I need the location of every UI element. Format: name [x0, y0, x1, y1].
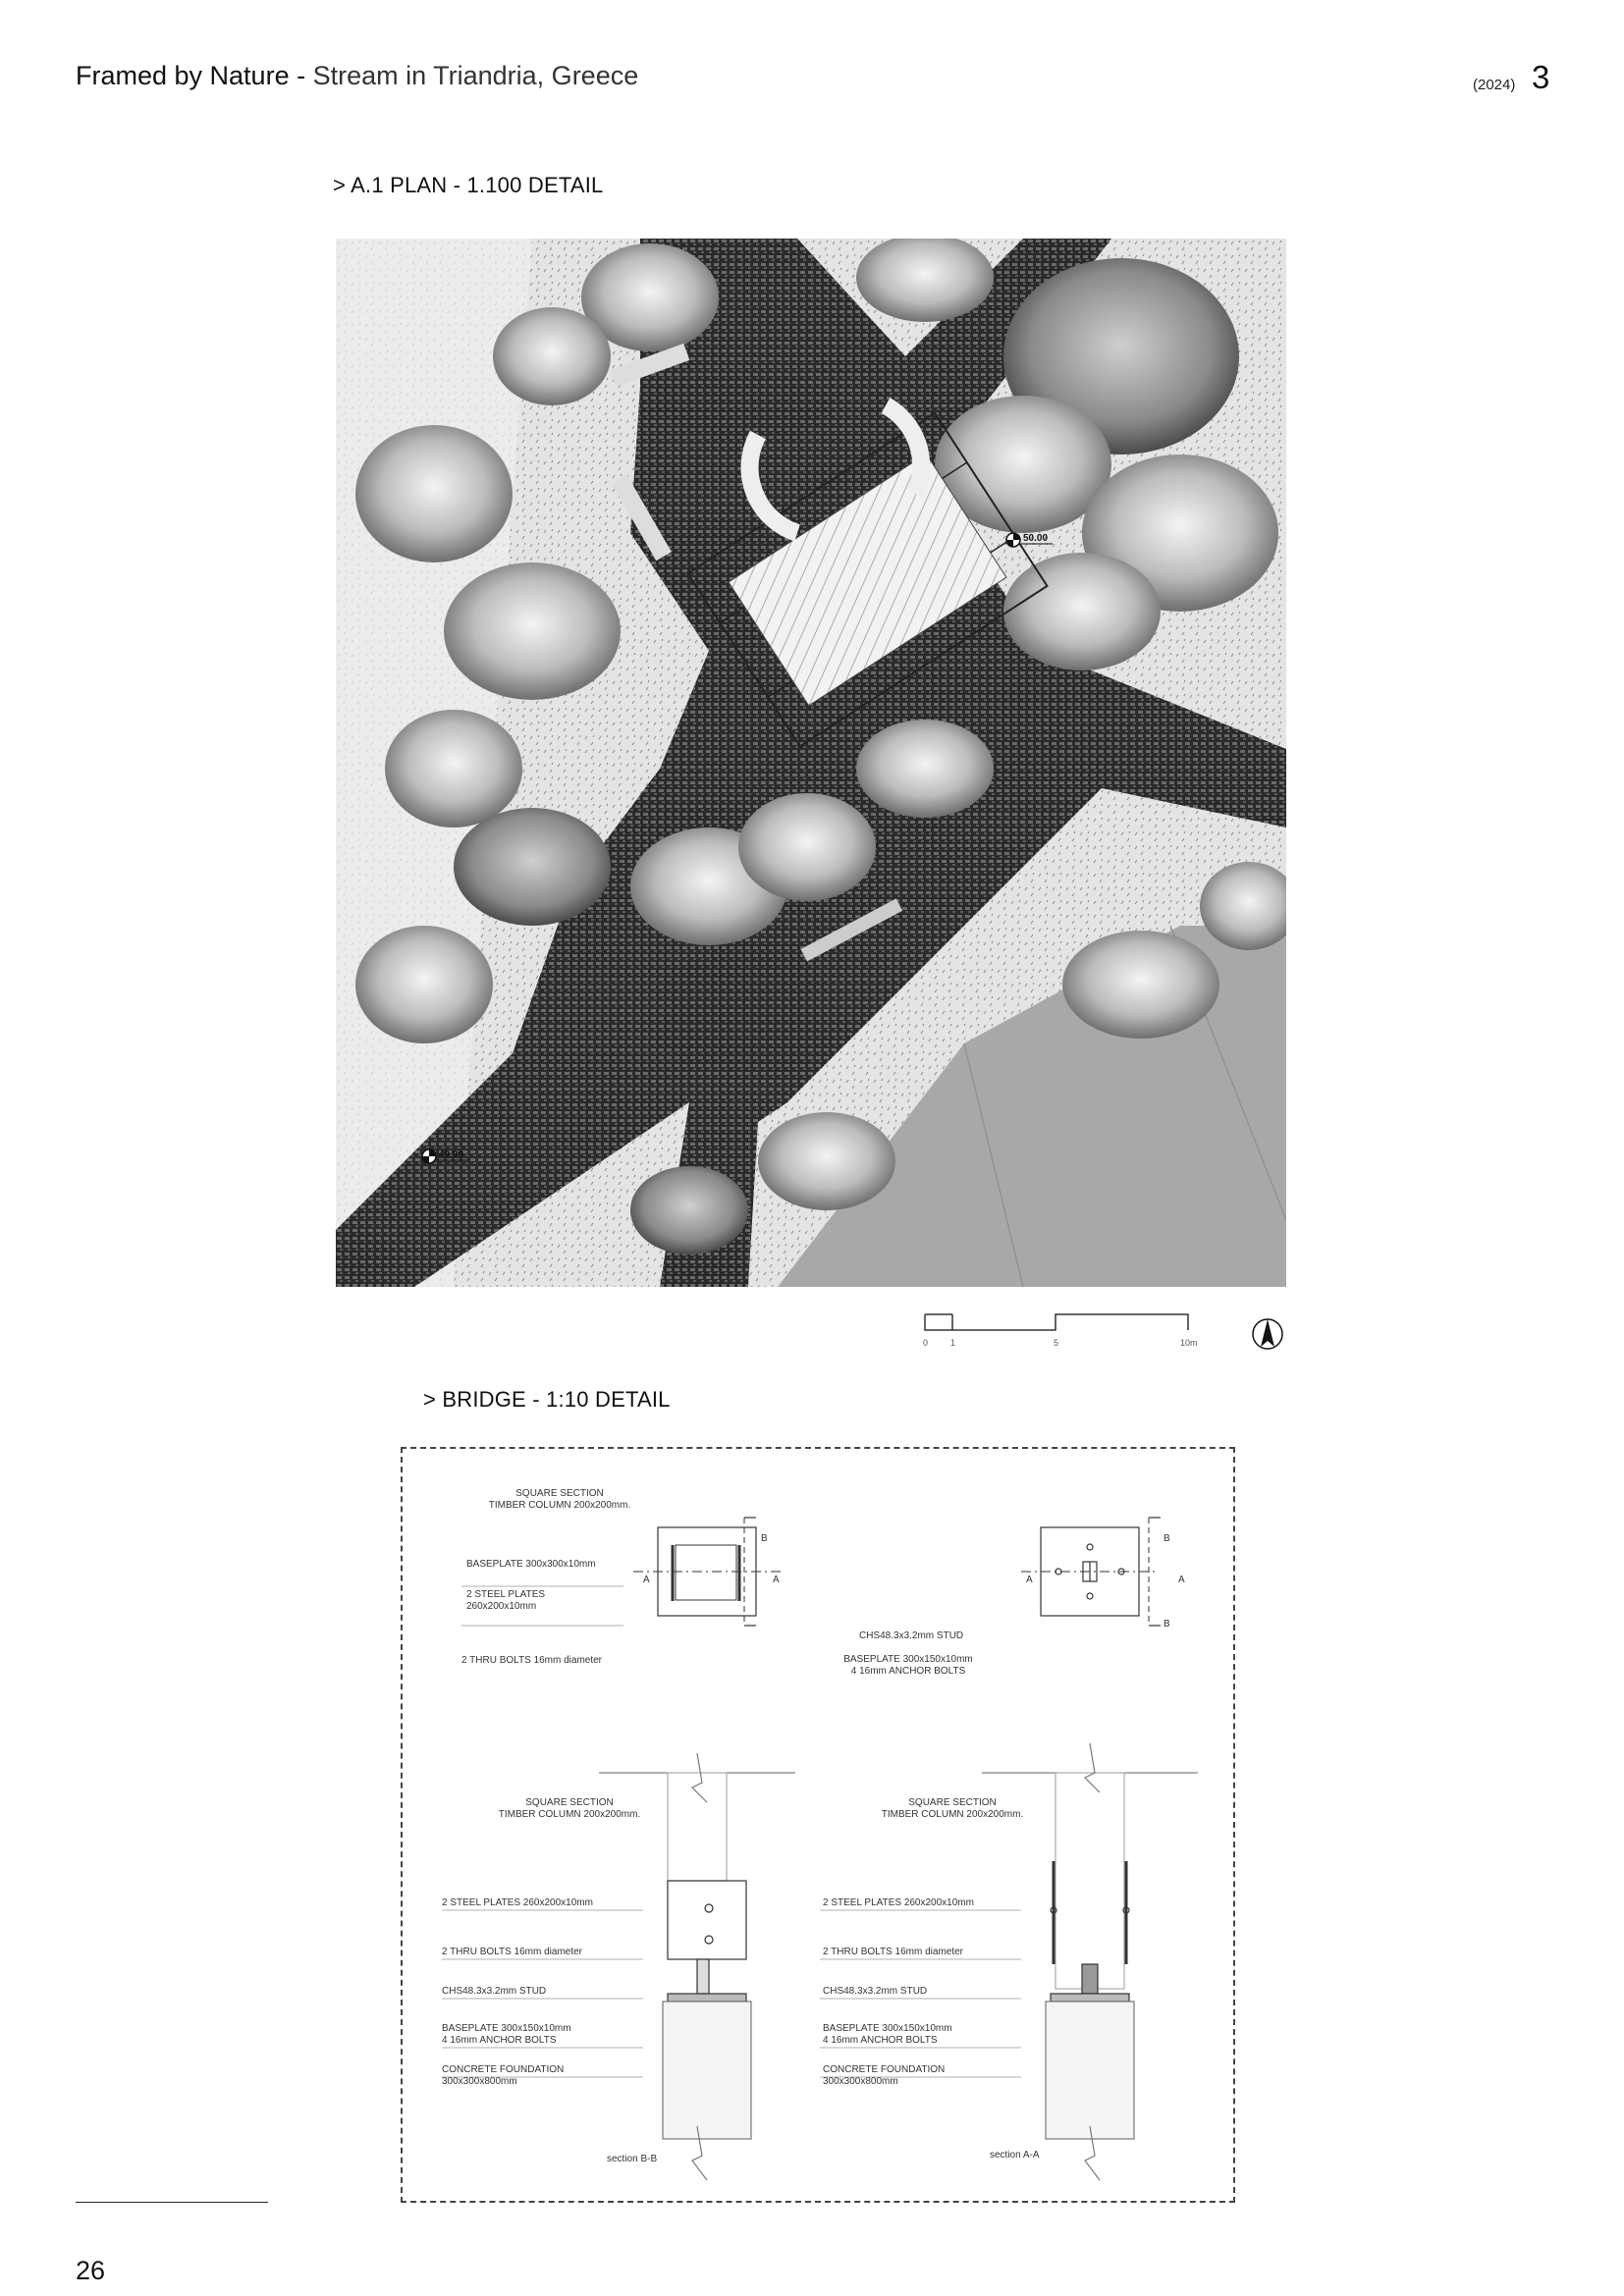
caption-section-aa: section A-A [990, 2150, 1040, 2161]
marker-b-top-right-plan: B [1164, 1533, 1170, 1544]
document-header-title [76, 61, 638, 91]
scale-bar [923, 1310, 1218, 1360]
plan-heading: > A.1 PLAN - 1.100 DETAIL [333, 173, 604, 197]
label-chs-stud-bb: CHS48.3x3.2mm STUD [442, 1986, 547, 1997]
detail-heading: > BRIDGE - 1:10 DETAIL [423, 1387, 671, 1412]
scale-tick-5: 5 [1054, 1338, 1059, 1348]
label-baseplate-aa: BASEPLATE 300x150x10mm 4 16mm ANCHOR BOLTS [823, 2023, 952, 2046]
title-separator: - [289, 61, 313, 90]
label-chs-stud-aa: CHS48.3x3.2mm STUD [823, 1986, 928, 1997]
label-timber-column-aa: SQUARE SECTION TIMBER COLUMN 200x200mm. [881, 1797, 1024, 1820]
site-plan-drawing [336, 239, 1286, 1287]
label-timber-column-plan: SQUARE SECTION TIMBER COLUMN 200x200mm. [488, 1488, 631, 1511]
scale-tick-0: 0 [923, 1338, 929, 1348]
site-plan-image [336, 239, 1286, 1287]
label-steel-plates-plan: 2 STEEL PLATES 260x200x10mm [466, 1589, 546, 1612]
footer-rule [76, 2202, 268, 2203]
chapter-number: 3 [1532, 59, 1550, 95]
label-steel-plates-bb: 2 STEEL PLATES 260x200x10mm [442, 1897, 593, 1908]
label-foundation-aa: CONCRETE FOUNDATION 300x300x800mm [823, 2064, 946, 2087]
scale-tick-1: 1 [950, 1338, 956, 1348]
label-baseplate-plan: BASEPLATE 300x300x10mm [466, 1559, 596, 1570]
label-baseplate-anchor-plan: BASEPLATE 300x150x10mm 4 16mm ANCHOR BOLTS [843, 1654, 973, 1677]
level-2-label: 49.00 [439, 1149, 464, 1160]
marker-a-right-right-plan: A [1178, 1575, 1185, 1585]
label-chs-stud-plan: CHS48.3x3.2mm STUD [859, 1630, 964, 1641]
level-1-label: 50.00 [1023, 533, 1049, 544]
label-timber-column-bb: SQUARE SECTION TIMBER COLUMN 200x200mm. [498, 1797, 641, 1820]
marker-a-left-right-plan: A [1026, 1575, 1033, 1585]
north-arrow-icon [1252, 1315, 1283, 1353]
label-foundation-bb: CONCRETE FOUNDATION 300x300x800mm [442, 2064, 565, 2087]
marker-b-top: B [761, 1533, 768, 1544]
project-name: Framed by Nature [76, 61, 290, 90]
marker-a-right: A [773, 1575, 780, 1585]
project-location: Stream in Triandria, Greece [312, 61, 639, 90]
page-number: 26 [76, 2256, 106, 2285]
project-year: (2024) [1473, 77, 1516, 93]
caption-section-bb: section B-B [607, 2154, 658, 2164]
label-thru-bolts-aa: 2 THRU BOLTS 16mm diameter [823, 1947, 964, 1957]
label-steel-plates-aa: 2 STEEL PLATES 260x200x10mm [823, 1897, 974, 1908]
label-thru-bolts-plan: 2 THRU BOLTS 16mm diameter [461, 1655, 603, 1666]
label-thru-bolts-bb: 2 THRU BOLTS 16mm diameter [442, 1947, 583, 1957]
marker-b-bottom-right-plan: B [1164, 1619, 1170, 1629]
label-baseplate-bb: BASEPLATE 300x150x10mm 4 16mm ANCHOR BOLTS [442, 2023, 571, 2046]
marker-a-left: A [643, 1575, 650, 1585]
scale-tick-10: 10m [1180, 1338, 1198, 1348]
bridge-detail-frame [401, 1447, 1235, 2203]
